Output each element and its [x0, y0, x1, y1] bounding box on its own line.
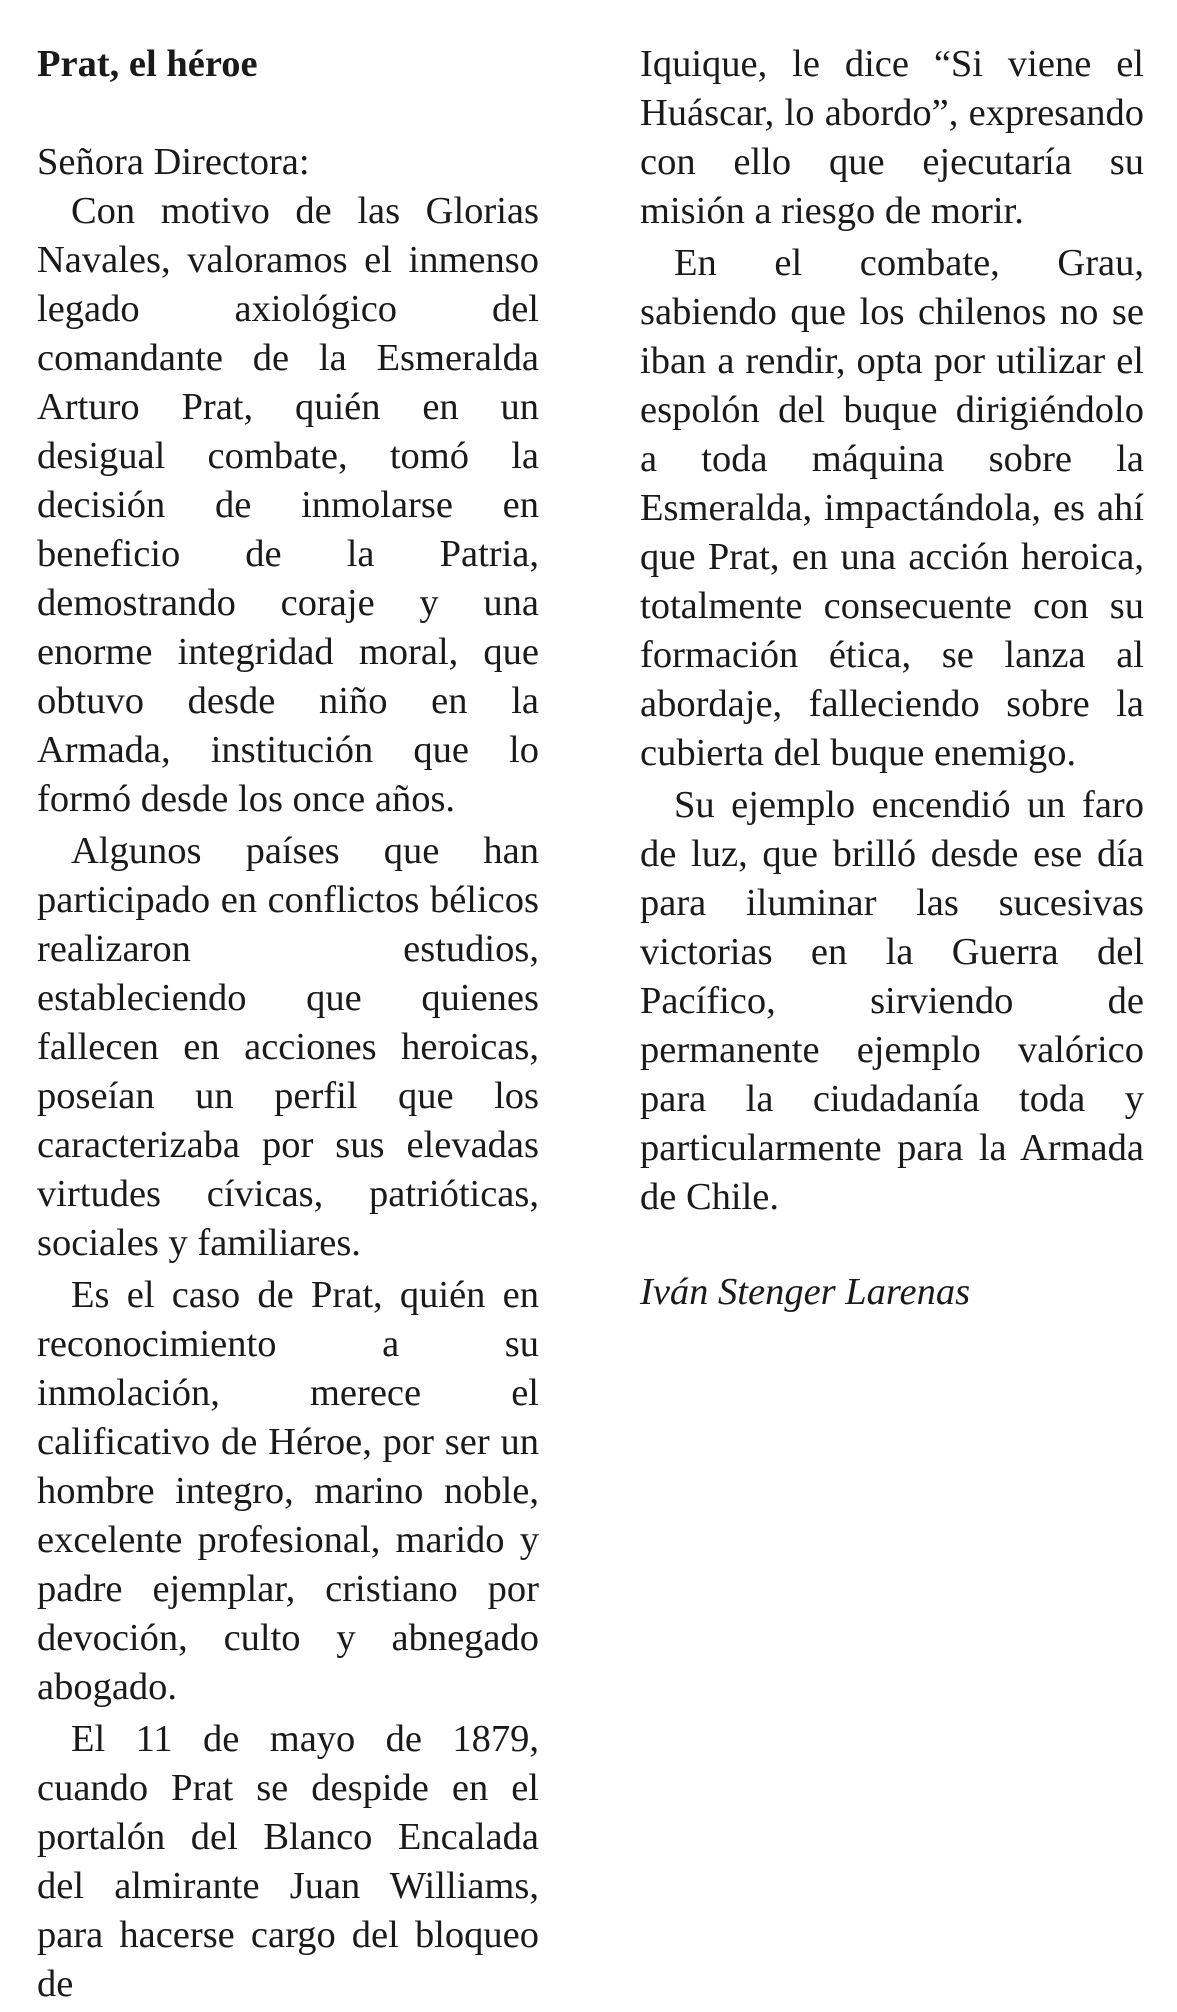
paragraph-4: El 11 de mayo de 1879, cuando Prat se despide en el portalón del Blanco Encalada del almirante Juan Williams, para hacerse cargo del bloqueo de [37, 1718, 539, 2005]
right-column [640, 40, 1144, 1317]
paragraph-6: Su ejemplo encendió un faro de luz, que brilló desde ese día para iluminar las sucesivas victorias en la Guerra del Pacífico, sirviendo de permanente ejemplo valórico para la ciudadanía toda y particularmente para la Armada de Chile. [640, 784, 1144, 1218]
paragraph-1: Con motivo de las Glorias Navales, valoramos el inmenso legado axiológico del comandante de la Esmeralda Arturo Prat, quién en un desigual combate, tomó la decisión de inmolarse en beneficio de la Patria, demostrando coraje y una enorme integridad moral, que obtuvo desde niño en la Armada, institución que lo formó desde los once años. [37, 190, 539, 820]
paragraph-4-continued: Iquique, le dice “Si viene el Huáscar, lo abordo”, expresando con ello que ejecutaría su misión a riesgo de morir. [640, 43, 1144, 232]
paragraph-3: Es el caso de Prat, quién en reconocimiento a su inmolación, merece el calificativo de Héroe, por ser un hombre integro, marino noble, excelente profesional, marido y padre ejemplar, cristiano por devoción, culto y abnegado abogado. [37, 1274, 539, 1708]
left-column [37, 40, 539, 2012]
paragraph-2: Algunos países que han participado en conflictos bélicos realizaron estudios, estableciendo que quienes fallecen en acciones heroicas, poseían un perfil que los caracterizaba por sus elevadas virtudes cívicas, patrióticas, sociales y familiares. [37, 830, 539, 1264]
letter-title: Prat, el héroe [37, 43, 258, 85]
signature: Iván Stenger Larenas [640, 1271, 971, 1313]
salutation: Señora Directora: [37, 141, 310, 183]
paragraph-5: En el combate, Grau, sabiendo que los chilenos no se iban a rendir, opta por utilizar el espolón del buque dirigiéndolo a toda máquina sobre la Esmeralda, impactándola, es ahí que Prat, en una acción heroica, totalmente consecuente con su formación ética, se lanza al abordaje, falleciendo sobre la cubierta del buque enemigo. [640, 242, 1144, 774]
